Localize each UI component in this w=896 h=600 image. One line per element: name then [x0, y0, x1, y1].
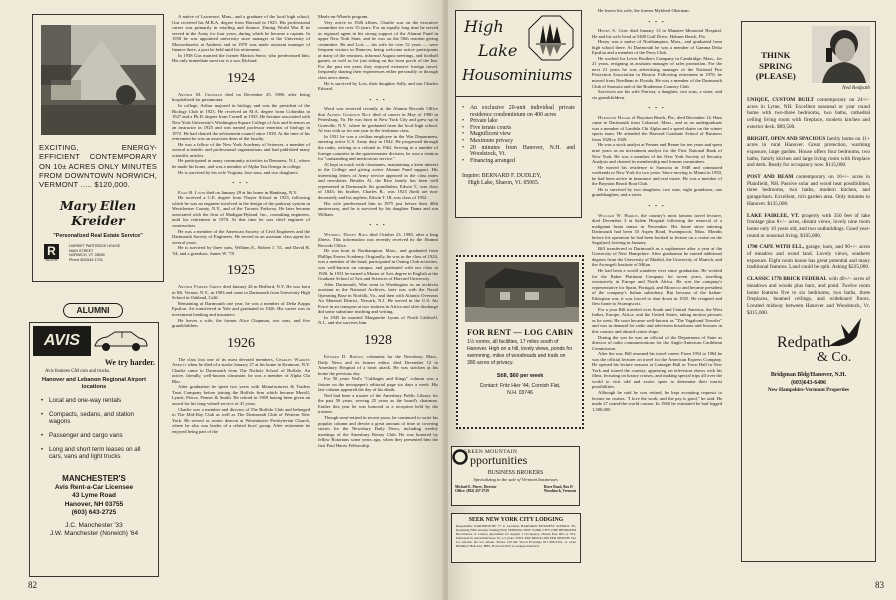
obituary-paragraph — [318, 106, 438, 134]
log-cabin-ad — [456, 255, 584, 429]
avis-locations: Hanover and Lebanon Regional Airport locations — [42, 377, 146, 390]
redpath-ad — [741, 21, 876, 562]
obituary-paragraph — [592, 187, 722, 198]
feature-item: • 20 minutes from Hanover, N.H. and Woodstock, Vt. — [460, 145, 575, 158]
obituary-paragraph — [592, 390, 722, 412]
nyc-lodging-ad — [451, 513, 581, 563]
kreider-address — [69, 244, 120, 262]
paragraph-text: , columnist for the Newsbury, Mass., Daily News and its former editor, died December 12 in Amesbury Hospital of a heart attack. He was stricken at his home the previous day. — [318, 353, 438, 376]
logo-line1: Redpath — [777, 334, 831, 352]
feature-item: • Maximum privacy — [460, 138, 575, 145]
obituary-paragraph — [318, 81, 438, 92]
green-mountain-ad — [451, 446, 580, 506]
page-number-left: 82 — [28, 580, 37, 590]
obituary-paragraph — [318, 354, 438, 376]
title-line: Lake — [478, 41, 518, 60]
paragraph-text: The class lost one of its most devoted members, — [178, 356, 276, 362]
feature-item: • Compacts, sedans, and station wagons — [39, 411, 153, 425]
redpath-logo — [747, 324, 870, 370]
section-divider — [318, 97, 438, 103]
redpath-listings — [747, 97, 870, 316]
green-mountain-tagline: Specializing in the sale of Vermont businesses — [473, 477, 558, 482]
paragraph-text: He participated in many community activities in Demarest, N.J., where he made his home, and was a member of Alpha Tau Omega in college. — [172, 158, 310, 170]
listing-title: POST AND BEAM — [747, 174, 794, 181]
class-year-heading — [172, 335, 310, 353]
paragraph-text: He received a C.E. degree from Thayer School in 1925, following which he was an engineer involved in the design of the parkway system in Westchester County, N.Y., and of the Taconic Parkway. He later became associated with the firm of Madigan-Hyland, Inc., consulting engineers, until his retirement in 1970. At that time he was chief engineer of construction. — [172, 195, 310, 228]
listing-title: LAKE FAIRLEE, VT. — [747, 212, 800, 219]
person-name: Arthur Furber Green — [178, 284, 222, 290]
paragraph-text: He had been a world wanderer ever since graduation. He worked for the Baker Platinum Company for seven years, traveling extensively in Europe and North Africa. He was the company's representative for Spain, Portugal, and Morocco and became president of the company's Italian subsidiary. But because of the Italian-Ethiopian war, it was forced to shut down in 1935. He resigned and flew home to Swampscott. — [592, 267, 722, 307]
obituary-paragraph — [172, 407, 310, 435]
paragraph-text: Al kept in touch with classmates, maintaining a keen interest in the College and giving active Alumni Fund support. His interesting letters of Army service appeared in the class notes and newsletter. Besides Al, the Rice family has been well represented at Dartmouth: his grandfather, Edwin T., was class of 1843; his brother, Charles B., was 1923 (both are now deceased); and his nephew, Edwin T. III, was class of 1952. — [318, 161, 438, 200]
class-year-heading — [172, 262, 310, 280]
paragraph-text: He moved his residence to Sarasota in 1948 and commuted weekends to New York for two years. Since moving to Miami in 1950, he had been active in insurance and real estate. He was a member of the Boynton Beach Boat Club. — [592, 164, 723, 187]
property-listing — [747, 97, 870, 131]
paragraph-text: After the war, Bill resumed his travel career. From 1954 to 1964 he was the official lecturer on travel for the American Express Company. He opened his lecture seasons at Carnegie Hall or Town Hall in New York and toured the country, appearing on television shows with his films, lecturing on luxury cruises, and making special trips all over the world to visit odd and exotic spots to determine their tourist possibilities. — [592, 351, 722, 390]
obituary-paragraph — [318, 415, 438, 448]
paragraph-text: Remaining at Dartmouth one year, he was a member of Delta Kappa Epsilon. Art transferred to Yale and graduated in 1926. His career was in investment banking and insurance. — [172, 300, 310, 317]
avis-logo: AVIS — [33, 326, 91, 356]
listing-title: UNIQUE, CUSTOM BUILT — [747, 97, 815, 103]
obituary-column-3 — [592, 8, 722, 412]
person-name: William W. Harris — [598, 212, 638, 218]
paragraph-text: He was born in Northampton, Mass., and graduated from Phillips Exeter Academy. Originally, he was in the class of 1924, was a member of the band, participated in Outing Club activities, was well-known on campus, and graduated with our class in 1926. In 1931 he earned a Master of Arts degree in English at the Graduate School of Arts and Sciences of Harvard University. — [318, 248, 438, 282]
ned-redpath-photo — [812, 26, 870, 83]
obituary-paragraph — [172, 14, 310, 53]
photo-caption: Ned Redpath — [842, 85, 870, 91]
obituary-column-1 — [172, 14, 310, 434]
listing-text: garage, barn, and 90+/− acres of meadow and wood land. Lovely views, southern exposure. Eight room house has great potential and many traditional features. Land could be split. Asking $225,000. — [747, 244, 870, 271]
person-name: Edward D. Brown — [324, 353, 363, 359]
green-mountain-line3: BUSINESS BROKERS — [487, 470, 544, 476]
obituary-paragraph — [318, 162, 438, 201]
obituary-paragraph — [592, 165, 722, 187]
paragraph-text: died on January 29 at his home in Hamburg, N.Y. — [205, 189, 298, 195]
address-line: MAIN STREET — [69, 248, 94, 253]
redpath-phone: (603)643-6406 — [791, 379, 826, 386]
paragraph-text: of Boynton Beach, Fla., died December 14. Ham came to Dartmouth from Cohasset, Mass., and as an undergraduate was a member of Lambda Chi Alpha and a speed skater on the winter sports team. He attended the Harvard Graduate School of Business from 1928 to 1929. — [592, 114, 722, 142]
property-listing — [747, 174, 870, 208]
paragraph-text: Meals-on-Wheels program. — [318, 14, 369, 19]
licensee-person: J.C. Manchester '33 — [65, 521, 123, 529]
paragraph-text: Bill transferred to Dartmouth as a sophomore after a year at the University of New Hampshire. After graduation he earned additional degrees from the University of Madrid, the University of Munich, and the Arcangeli Institute of Milan. — [592, 245, 722, 268]
redpath-address: Bridgman Bldg/Hanover, N.H. — [770, 372, 847, 379]
obituary-paragraph — [172, 284, 310, 301]
obituary-paragraph — [592, 246, 722, 268]
avis-licensee — [33, 474, 155, 538]
section-divider — [318, 222, 438, 228]
right-page — [448, 0, 896, 600]
person-name: Wendell Dewey Ross — [324, 231, 368, 237]
obituary-paragraph — [592, 213, 722, 246]
obituary-paragraph — [592, 8, 722, 14]
listing-title: CLASSIC 1778 BRICK FEDERAL — [747, 276, 827, 283]
obituary-paragraph — [592, 335, 722, 352]
section-divider — [592, 19, 722, 25]
paragraph-text: • • • — [648, 18, 666, 24]
inquire-line: High Lake, Sharon, Vt. 05065. — [468, 180, 540, 187]
paragraph-text: He worked for Lever Brothers Company in Cambridge, Mass., for 21 years, resigning as assistant manager of sales promotion. For the next 21 years he was advertising manager of the National Fire Protection Association in Boston. Following retirement in 1970, he moved from Needham to Florida. He was a member of the Dartmouth Club of Sarasota and of the Bradenton Country Club. — [592, 55, 722, 89]
agent-name: Mary Ellen Kreider — [59, 198, 137, 229]
obituary-paragraph — [592, 28, 722, 39]
listing-text: with 40+/− acres of meadows and woods plus barn, and pond. Twelve room home features five to six bedrooms, two baths, three fireplaces, beamed ceilings, and wideboard floors. Located midway between Hanover and Woodstock, Vt. $315,000. — [747, 276, 870, 316]
person-name: Charles Warren Abbott — [172, 356, 310, 368]
avis-slogan: We try harder. — [104, 358, 155, 367]
headline-line: THINK — [761, 50, 791, 60]
obituary-paragraph — [318, 201, 438, 218]
person-name: Evan B. Lyon — [178, 189, 206, 195]
obituary-paragraph — [172, 142, 310, 159]
obituary-paragraph — [172, 301, 310, 318]
paragraph-text: • • • — [232, 180, 250, 186]
person-name: Henry S. Gebe — [598, 28, 629, 34]
paragraph-text: He was a stock analyst at Fenner and Beane for ten years and spent nine years as an investment analyst for the First National Bank of New York. He was a member of the New York Society of Security Analysts and chaired its membership and forums committees. — [592, 142, 722, 165]
class-year-heading — [172, 70, 310, 88]
section-divider — [172, 180, 310, 186]
listing-text: property with 350 feet of lake frontage plus 8+/− acres, distant views, lovely nine room home only 10 years old, and two outbuildings. Good year-round or seasonal living. $165,000. — [747, 212, 870, 239]
paragraph-text: Word was received recently at the Alumni Records Office that — [318, 106, 438, 117]
headline-line: SPRING — [759, 60, 793, 71]
obituary-paragraph — [318, 232, 438, 249]
house-illustration-icon — [41, 25, 156, 135]
person-name: Arthur M. Crosman — [178, 91, 223, 97]
house-photo — [41, 25, 156, 135]
paragraph-text: • • • — [648, 105, 666, 111]
paragraph-text: , the country's most famous travel lecturer, died December 3 at Salem Hospital following the removal of a malignant brain tumor in November. His home since entering Dartmouth had been 33 Aspen Road, Swampscott, Mass. Months before his operation he had been booked to lecture on a cruise on the Sagafjord, leaving in January. — [592, 212, 722, 246]
obituary-paragraph — [592, 268, 722, 307]
listing-title: 1790 CAPE WITH ELL, — [747, 244, 804, 251]
realtor-logo: R — [44, 244, 59, 259]
cabin-photo — [465, 262, 575, 322]
paragraph-text: He leaves a wife, the former Alice Chapman, two sons, and five grandchildren. — [172, 317, 310, 329]
contact-line: River Road, Box D — [543, 485, 573, 489]
redpath-tagline: New Hampshire-Vermont Properties — [767, 387, 850, 394]
paragraph-text: In college, Arthur majored in biology and was the president of the Biology Club in 1923. He received an M.A. degree from Columbia in 1927 and a Ph.D. degree from Cornell in 1935. He became associated with New York University's Washington Square College of Arts and Sciences as an instructor in 1925 and was named professor emeritus of biology in 1972. He had chaired the advisement council since 1938. At the time of his retirement he was an associate dean of the faculty. — [172, 103, 310, 142]
feature-item: • Long and short term leases on all cars, vans and light trucks — [39, 446, 153, 460]
avis-features-line: Avis features GM cars and trucks. — [45, 369, 111, 374]
realtor-label: REALTOR — [45, 259, 58, 263]
redpath-headline — [747, 26, 805, 91]
paragraph-text: He was a member of the American Society of Civil Engineers and the Dartmouth Society of Engineers. He served as an assistant class agent for several years. — [172, 228, 310, 245]
feature-item: • Five tennis courts — [460, 125, 575, 132]
goose-logo-icon — [827, 316, 865, 350]
licensee-person: J.W. Manchester (Norwich) '64 — [49, 530, 139, 538]
kreider-tagline: "Personalized Real Estate Service" — [53, 233, 143, 240]
avis-features-list — [39, 397, 153, 460]
paragraph-text: Although he said he was retired, he kept accepting requests to lecture on cruises. "I love the work, and the pay is good," he said. He made 27 round-the-world cruises. In 1960 he estimated he had logged 1,500,000 — [592, 390, 722, 412]
kreider-real-estate-ad — [32, 14, 164, 282]
headline-line: (PLEASE) — [755, 71, 796, 81]
class-year-heading — [318, 332, 438, 350]
property-listing — [747, 136, 870, 170]
paragraph-text: After graduation he spent two years with Manufacturers & Traders Trust Company before joining the Buffalo firm which became Merrill, Lynch, Pierce, Fenner & Smith. He retired in 1969 having been given an award for his long-valued service of 41 years. — [172, 384, 310, 406]
contact-line: Michael E. Pierce, Director — [455, 485, 497, 489]
paragraph-text: • • • — [369, 222, 387, 228]
address-line: HARRIET PARTRIDGE HOUSE — [69, 244, 121, 249]
log-cabin-contact: Contact: Fritz Hier '44, Cornish Flat, N.H. 03746 — [479, 383, 561, 396]
page-number-right: 83 — [875, 580, 884, 590]
property-listing — [747, 276, 870, 316]
obituary-paragraph — [592, 351, 722, 390]
nyc-lodging-title: SEEK NEW YORK CITY LODGING — [468, 517, 564, 523]
paragraph-text: Very active in 1926 affairs, Charlie was on the executive committee for over 15 years. For an equally long time he served as regional agent in his strong support of the Alumni Fund in upper New York State, and he was on the 50th reunion giving committee. He and Lois — his wife for over 52 years — were frequent visitors in Hanover, being welcome active participants at many of the reunions, informal August meetings, and football games, as well as for just sitting on the front porch of the Inn. For the past ten years they enjoyed extensive foreign travel, frequently sharing their experiences either personally or through class news items. — [318, 19, 438, 81]
portrait-icon — [812, 26, 870, 83]
kreider-headline: EXCITING, ENERGY-EFFICIENT CONTEMPORARY ON 10± ACRES ONLY MINUTES FROM DOWNTOWN NORWICH, VERMONT ..... $120,000. — [39, 143, 157, 190]
left-page — [0, 0, 444, 600]
obituary-paragraph — [172, 92, 310, 103]
obituary-paragraph — [592, 142, 722, 164]
obituary-paragraph — [172, 229, 310, 246]
contact-line: Woodstock, Vermont — [543, 489, 576, 494]
log-cabin-body: 1½ rooms, all facilities, 17 miles south of Hanover. High on a hill, lovely views, ponds for swimming, miles of woodroads and trails on 380 acres of privacy. — [467, 339, 573, 366]
obituary-paragraph — [172, 53, 310, 64]
paragraph-text: died January 13 in Manatee Memorial Hospital. He and his wife lived at 5400 Gulf Drive, Holmes Beach, Fla. — [592, 28, 722, 39]
paragraph-text: 1925 — [227, 263, 255, 279]
licensee-title: Avis Rent-a-Car Licensee — [54, 484, 134, 491]
paragraph-text: He leaves his wife, the former Myldred Okerman. — [598, 8, 690, 13]
feature-item: • Passenger and cargo vans — [39, 432, 153, 439]
obituary-paragraph — [172, 245, 310, 256]
obituary-paragraph — [318, 248, 438, 281]
paragraph-text: died October 23, 1980, after a long illness. This information was recently received by the Alumni Records Office. — [318, 231, 438, 248]
paragraph-text: when he died of a stroke January 27 at his home in Kenmore, N.Y. Charlie came to Dartmouth from The Nichols School of Buffalo. An active, friendly, well-known classmate, he was a member of Alpha Chi Rho. — [172, 362, 310, 384]
log-cabin-title: FOR RENT — LOG CABIN — [467, 328, 574, 337]
high-lake-features — [460, 105, 575, 164]
paragraph-text: For 50 years Ned's "Cabbages and Kings" column was a fixture on the newspaper's editorial page six days a week. His last column appeared the day of his death. — [318, 376, 438, 393]
paragraph-text: For a year Bill traveled over South and Central America, the West Indies, Europe, Africa, and the United States, taking motion pictures as he went. He soon became well-known as "The Vagabond Traveler" and was in demand for radio and television broadcasts and lectures in this country and aboard cruise ships. — [592, 306, 722, 334]
paragraph-text: In 1938 Gus married the former Marion Snow, who predeceased him. His only immediate survivor is a son, Richard. — [172, 52, 310, 64]
high-lake-inquire — [462, 173, 581, 187]
address-line: NORWICH, VT. 05055 — [69, 253, 105, 258]
obituary-paragraph — [318, 134, 438, 162]
paragraph-text: • • • — [648, 202, 666, 208]
obituary-paragraph — [592, 307, 722, 335]
listing-title: BRIGHT, OPEN AND SPACIOUS — [747, 135, 826, 142]
paragraph-text: Though semi-retired in recent years, he continued to write his popular column and devote a great amount of time to covering stories for the Newsbury Daily News, including weekly meetings of the Amesbury Rotary Club. He was honored by fellow Rotarians some years ago, when they presented him the first Paul Harris Fellowship. — [318, 415, 438, 448]
property-listing — [747, 244, 870, 271]
trees-logo-icon — [528, 15, 574, 61]
paragraph-text: A native of Lawrence, Mass., and a graduate of the local high school, Gus received his M.B.A. degree from Harvard in 1925. His professional career was primarily in retailing and finance. During World War II he served in the Army for four years, during which he became a captain. In 1950 he was appointed university store manager at the University of Massachusetts at Amherst and in 1970 was made assistant manager of finance there, a post he held until his retirement. — [172, 14, 310, 53]
obituary-paragraph — [318, 393, 438, 415]
obituary-paragraph — [592, 89, 722, 100]
feature-item: • Local and one-way rentals — [39, 397, 153, 404]
title-line: High — [464, 17, 504, 36]
paragraph-text: Charlie was a member and director of The Buffalo Club and belonged to The Mid-Day Club as well as The Dartmouth Club of Western New York. He served as senior deacon at Westminster Presbyterian Church, where he also was leader of a related boys' group. After retirement he enjoyed being part of the — [172, 406, 310, 434]
paragraph-text: Ned had been a trustee of the Amesbury Public Library for the past 50 years, serving 25 years as the board's chairman. Earlier this year he was honored at a reception held by the trustees. — [318, 392, 438, 415]
listing-text: family home on 11+ acres in rural Hanover. Great protection, warming exposure, large garden. House offers four bedrooms, two baths, family kitchen and large living room with fireplace and deck. Ready for occupancy now. $115,000. — [747, 135, 870, 169]
licensee-city: Hanover, NH 03755 — [64, 500, 124, 508]
licensee-street: 43 Lyme Road — [72, 492, 116, 500]
obituary-paragraph — [172, 318, 310, 329]
nyc-lodging-body: Responsible DARTMOUTH '77 to Graduate HARVARD BUSINESS SCHOOL '81, Rejoining Fifth Avenue Trading Firm SEEKING NEW YORK CITY ONE BEDROOM Brownstone or Luxury Apartment for August 1 Occupancy. Desire East 60's or 70's. Interested in rent/sublet/lease for 1-3 years. WILL PAY $600-$1,000 PER MONTH. Fee for referral. Do not smoke. Please call Mr. Wood Evenings 617-496-5431, or write Hamilton Hall A22, HBS, Boston 02163 to arrange interview. — [456, 524, 576, 549]
paragraph-text: He is survived by Lois, their daughter Sally, and son Charles Edward. — [318, 80, 438, 92]
obituary-paragraph — [318, 315, 438, 326]
inquire-line: Inquire: BERNARD F. DUDLEY, — [462, 173, 542, 180]
obituary-paragraph — [592, 115, 722, 143]
obituary-paragraph — [172, 357, 310, 385]
log-cabin-price: Still, $60 per week — [496, 373, 544, 379]
paragraph-text: After Dartmouth, Wen went to Washington as an archivist assistant in the National Archives, later was with the Naval Operating Base in Norfolk, Va., and then with Atlantic Overseas Air Material District, Newark, N.J. He served in the U.S. Air Force in air transport at two stations in Africa and after discharge did some substitute teaching and writing. — [318, 281, 438, 315]
obituary-paragraph — [592, 39, 722, 56]
paragraph-text: During the war he was an official of the Department of State as director of radio communications for the Anglo-American Caribbean Commission. — [592, 334, 722, 351]
paragraph-text: He is survived by three sons, William E., Robert J. '51, and David B. '54, and a grandson, James W. '78. — [172, 245, 310, 256]
paragraph-text: died January 26 in Bedford, N.Y. He was born in Mt. Vernon, N.Y., in 1903 and came to Dartmouth from University High School in Oakland, Calif. — [172, 284, 310, 301]
obituary-paragraph — [172, 103, 310, 142]
feature-item: • An exclusive 20-unit individual private residence condominium on 400 acres — [460, 105, 575, 118]
section-divider — [592, 203, 722, 209]
green-mountain-line1: GREEN MOUNTAIN — [463, 449, 518, 455]
paragraph-text: He is survived by his wife Virginia, four sons, and two daughters. — [178, 169, 299, 175]
contact-line: Office: (802) 457-2729 — [455, 489, 489, 494]
obituary-paragraph — [172, 195, 310, 228]
feature-item: • Financing arranged — [460, 158, 575, 165]
obituary-paragraph — [318, 376, 438, 393]
paragraph-text: Henry was a native of Northampton, Mass., and graduated from high school there. At Dartmouth he was a member of Gamma Delta Epsilon and a member of the Press Club. — [592, 39, 722, 56]
section-divider — [592, 105, 722, 111]
listing-text: contemporary on 24+/− acres in Lyme, NH. Excellent seasonal or year round home with two-three bedrooms, two baths, cathedral ceiling living room with fireplace, modern kitchen and exterior deck. $89,500. — [747, 97, 870, 130]
person-name: Hamilton Hagar — [598, 114, 631, 120]
licensee-name: MANCHESTER'S — [62, 474, 126, 483]
title-line: Housominiums — [462, 66, 572, 84]
paragraph-text: died of cancer in May of 1980 in Petersburg, Va. He was born in New York City and grew up in Granville, N.Y., where he graduated from the local high school. Al was with us for one year in the freshman class. — [318, 111, 438, 134]
paragraph-text: died on December 25, 1980, after being hospitalized for pneumonia. — [172, 91, 310, 103]
avis-ad — [29, 322, 159, 577]
paragraph-text: He is survived by two daughters, two sons, eight grandsons, one granddaughter, and a sister. — [592, 186, 722, 198]
logo-line2: & Co. — [817, 350, 852, 366]
high-lake-ad — [455, 10, 582, 218]
obituary-paragraph — [172, 158, 310, 169]
person-name: Alfred Goodson Rice — [326, 111, 371, 117]
paragraph-text: In 1931 he was a civilian employee in the War Department, entering active U.S. Army duty in 1942. He progressed through the ranks, retiring as a colonel in 1962. Serving in a number of foreign countries in the quartermaster division, he won a citation for "outstanding and meritorious service." — [318, 133, 438, 162]
property-listing — [747, 213, 870, 240]
paragraph-text: • • • — [369, 96, 387, 102]
paragraph-text: 1924 — [227, 70, 255, 86]
green-mountain-left-contact — [455, 485, 497, 494]
paragraph-text: In 1945 he married Marguerite Lyons of North Caldwell, N.J., and she survives him. — [318, 314, 438, 326]
obituary-paragraph — [592, 56, 722, 89]
paragraph-text: 1928 — [364, 332, 392, 348]
car-icon — [91, 326, 149, 356]
obituary-paragraph — [172, 170, 310, 176]
obituary-paragraph — [172, 384, 310, 406]
alumni-badge: ALUMNI — [63, 303, 123, 318]
paragraph-text: Survivors are his wife Patricia, a daughter, two sons, a sister, and six grandchildren. — [592, 89, 722, 100]
licensee-phone: (603) 643-2725 — [71, 509, 117, 517]
feature-item: • Private lake — [460, 118, 575, 125]
address-line: Phone 802/649-1704 — [69, 257, 103, 262]
obituary-paragraph — [318, 282, 438, 315]
obituary-paragraph — [318, 20, 438, 81]
green-mountain-line2: pportunities — [470, 453, 528, 467]
feature-item: • Magnificent view — [460, 131, 575, 138]
paragraph-text: He was a fellow of the New York Academy of Sciences, a member of several scientific and professional organizations and had published many scientific articles. — [172, 141, 310, 158]
listing-text: contemporary on 10+/− acres in Plainfield, NH. Passive solar and wood heat possibilities, three bedrooms, two baths, modern kitchen, and garage/barn. Excellent, rich garden area. Only minutes to Hanover. $135,000. — [747, 174, 871, 207]
paragraph-text: His wife predeceased him in 1975 just before their 40th anniversary, and he is survived by his daughter Dama and son William. — [318, 200, 438, 217]
paragraph-text: 1926 — [227, 335, 255, 351]
green-mountain-right-contact — [544, 485, 576, 494]
cabin-illustration-icon — [465, 262, 579, 322]
obituary-column-2 — [318, 14, 438, 448]
